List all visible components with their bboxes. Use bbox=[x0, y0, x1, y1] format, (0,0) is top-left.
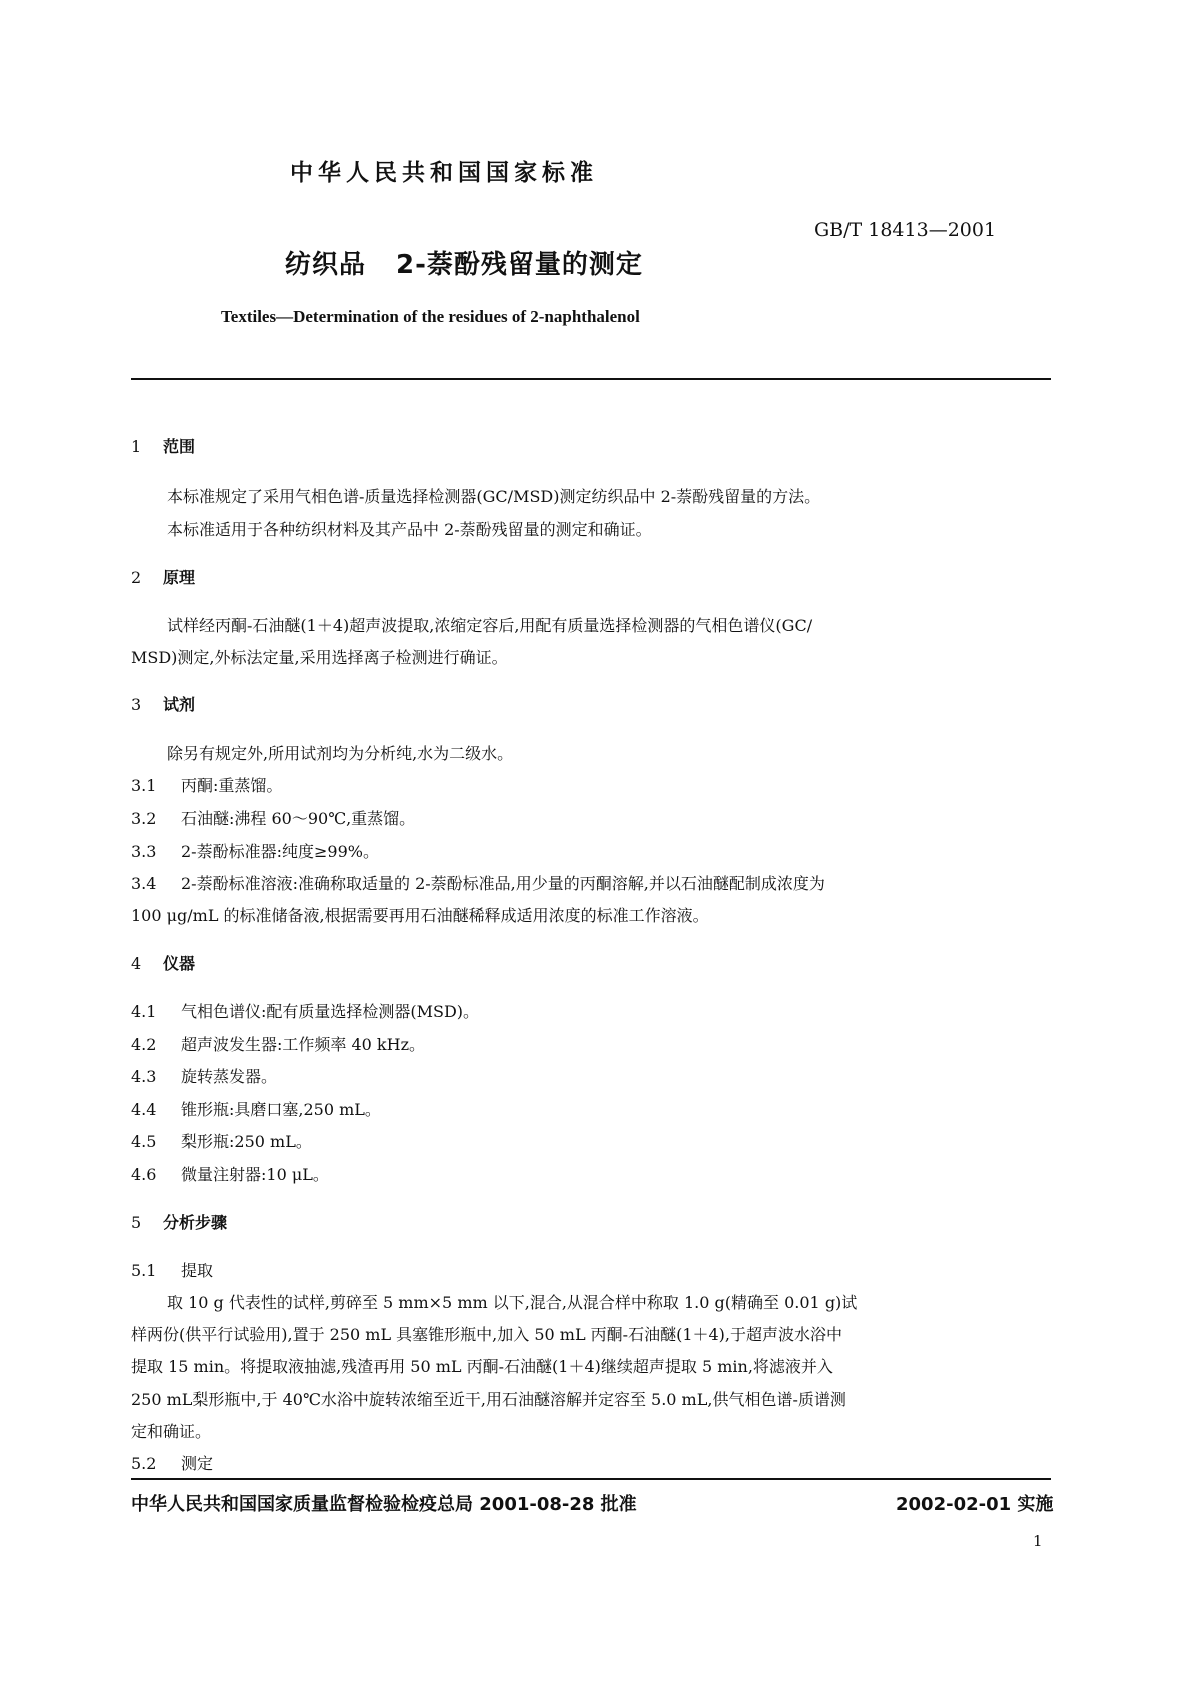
title-prefix: 纺织品 bbox=[285, 250, 367, 280]
section-4-heading bbox=[131, 951, 195, 974]
section-title: 仪器 bbox=[163, 954, 196, 973]
paragraph-line: 提取 15 min。将提取液抽滤,残渣再用 50 mL 丙酮-石油醚(1＋4)继续超声提取 5 min,将滤液并入 bbox=[131, 1357, 833, 1376]
section-number: 2 bbox=[131, 568, 142, 587]
section-3-heading bbox=[131, 692, 195, 715]
subsection-heading: 5.1 提取 bbox=[131, 1261, 214, 1280]
list-item: 3.2 石油醚:沸程 60～90℃,重蒸馏。 bbox=[131, 809, 416, 828]
list-item: 4.6 微量注射器:10 μL。 bbox=[131, 1165, 329, 1184]
paragraph: 本标准规定了采用气相色谱-质量选择检测器(GC/MSD)测定纺织品中 2-萘酚残留量的方法。 bbox=[167, 487, 821, 506]
paragraph-line: 定和确证。 bbox=[131, 1422, 212, 1441]
document-title-cn bbox=[285, 244, 643, 281]
section-title: 范围 bbox=[163, 437, 196, 456]
list-item: 4.5 梨形瓶:250 mL。 bbox=[131, 1132, 312, 1151]
list-item: 3.1 丙酮:重蒸馏。 bbox=[131, 776, 283, 795]
header-divider bbox=[131, 378, 1051, 380]
subsection-heading: 5.2 测定 bbox=[131, 1454, 214, 1473]
paragraph-line: 250 mL梨形瓶中,于 40℃水浴中旋转浓缩至近干,用石油醚溶解并定容至 5.0 mL,供气相色谱-质谱测 bbox=[131, 1390, 846, 1409]
list-item: 4.4 锥形瓶:具磨口塞,250 mL。 bbox=[131, 1100, 381, 1119]
section-5-heading bbox=[131, 1210, 227, 1233]
section-2-heading bbox=[131, 565, 195, 588]
section-1-heading bbox=[131, 434, 195, 457]
list-item: 3.3 2-萘酚标准器:纯度≥99%。 bbox=[131, 842, 379, 861]
section-title: 试剂 bbox=[163, 695, 196, 714]
list-item: 3.4 2-萘酚标准溶液:准确称取适量的 2-萘酚标准品,用少量的丙酮溶解,并以石油醚配制成浓度为 bbox=[131, 874, 825, 893]
paragraph-line: MSD)测定,外标法定量,采用选择离子检测进行确证。 bbox=[131, 648, 508, 667]
paragraph-line: 试样经丙酮-石油醚(1＋4)超声波提取,浓缩定容后,用配有质量选择检测器的气相色谱仪(GC/ bbox=[167, 616, 813, 635]
list-item: 4.2 超声波发生器:工作频率 40 kHz。 bbox=[131, 1035, 426, 1054]
paragraph-line: 100 μg/mL 的标准储备液,根据需要再用石油醚稀释成适用浓度的标准工作溶液。 bbox=[131, 906, 709, 925]
list-item: 4.3 旋转蒸发器。 bbox=[131, 1067, 278, 1086]
paragraph-line: 样两份(供平行试验用),置于 250 mL 具塞锥形瓶中,加入 50 mL 丙酮-石油醚(1＋4),于超声波水浴中 bbox=[131, 1325, 843, 1344]
standard-code: GB/T 18413—2001 bbox=[814, 219, 997, 241]
paragraph: 除另有规定外,所用试剂均为分析纯,水为二级水。 bbox=[167, 744, 514, 763]
section-number: 3 bbox=[131, 695, 142, 714]
title-main: 2-萘酚残留量的测定 bbox=[396, 250, 643, 280]
paragraph: 本标准适用于各种纺织材料及其产品中 2-萘酚残留量的测定和确证。 bbox=[167, 520, 652, 539]
section-title: 分析步骤 bbox=[163, 1213, 228, 1232]
paragraph-line: 取 10 g 代表性的试样,剪碎至 5 mm×5 mm 以下,混合,从混合样中称取 1.0 g(精确至 0.01 g)试 bbox=[167, 1293, 858, 1312]
list-item: 4.1 气相色谱仪:配有质量选择检测器(MSD)。 bbox=[131, 1002, 480, 1021]
national-standard-heading: 中华人民共和国国家标准 bbox=[290, 160, 598, 186]
section-number: 5 bbox=[131, 1213, 142, 1232]
effective-date: 2002-02-01 实施 bbox=[896, 1494, 1054, 1515]
section-number: 4 bbox=[131, 954, 142, 973]
page-number: 1 bbox=[1033, 1532, 1043, 1550]
approval-line: 中华人民共和国国家质量监督检验检疫总局 2001-08-28 批准 bbox=[131, 1494, 637, 1515]
document-title-en: Textiles—Determination of the residues of 2-naphthalenol bbox=[221, 307, 640, 326]
section-title: 原理 bbox=[163, 568, 196, 587]
section-number: 1 bbox=[131, 437, 142, 456]
footer-divider bbox=[131, 1478, 1051, 1480]
